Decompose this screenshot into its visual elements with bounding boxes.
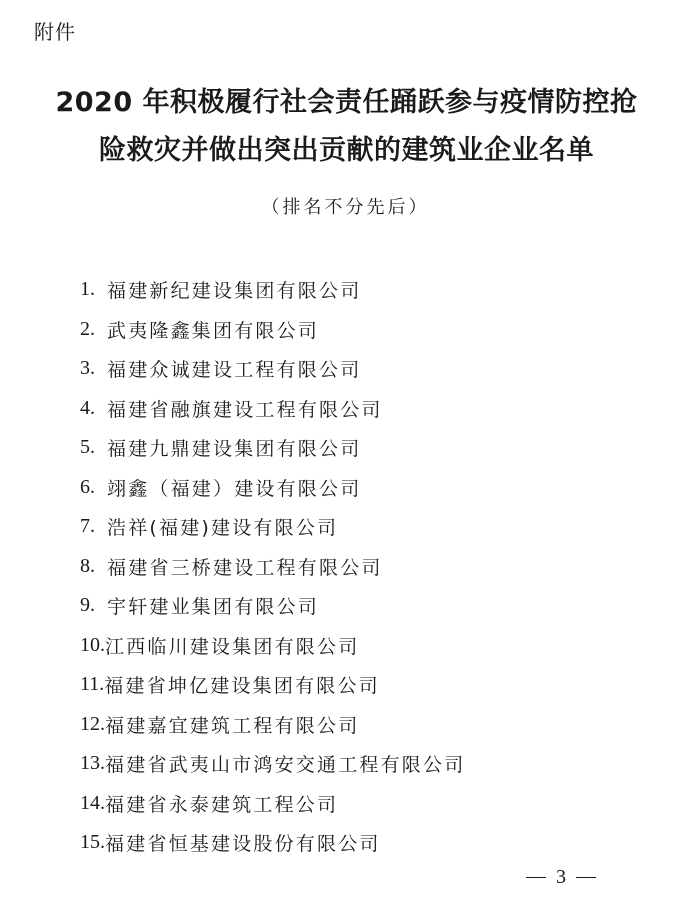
item-number: 7. (80, 515, 95, 538)
item-number: 6. (80, 475, 95, 498)
company-name: 福建嘉宜建筑工程有限公司 (105, 714, 360, 737)
page-number: 3 (556, 866, 566, 888)
company-name: 江西临川建设集团有限公司 (105, 635, 360, 658)
document-title-line-1: 2020 年积极履行社会责任踊跃参与疫情防控抢 (55, 87, 638, 118)
list-item (80, 665, 465, 705)
company-name: 福建省永泰建筑工程公司 (105, 793, 339, 816)
list-item (80, 547, 465, 587)
item-number: 8. (80, 554, 95, 577)
list-item (80, 744, 465, 784)
company-list (80, 270, 465, 863)
left-dash (526, 877, 546, 879)
list-item (80, 270, 465, 310)
item-number: 4. (80, 396, 95, 419)
list-item (80, 468, 465, 508)
right-dash (576, 877, 596, 879)
list-item (80, 310, 465, 350)
item-number: 12. (80, 712, 105, 735)
document-title-line-2: 险救灾并做出突出贡献的建筑业企业名单 (99, 135, 594, 166)
ranking-note: （排名不分先后） (261, 197, 430, 218)
company-name: 福建新纪建设集团有限公司 (107, 280, 362, 303)
list-item (80, 389, 465, 429)
item-number: 9. (80, 594, 95, 617)
list-item (80, 428, 465, 468)
list-item (80, 586, 465, 626)
item-number: 1. (80, 278, 95, 301)
item-number: 2. (80, 317, 95, 340)
company-name: 福建省坤亿建设集团有限公司 (104, 675, 380, 698)
company-name: 福建九鼎建设集团有限公司 (107, 438, 362, 461)
company-name: 福建众诚建设工程有限公司 (107, 359, 362, 382)
item-number: 3. (80, 357, 95, 380)
list-item (80, 626, 465, 666)
company-name: 福建省三桥建设工程有限公司 (107, 556, 383, 579)
list-item (80, 784, 465, 824)
list-item (80, 507, 465, 547)
item-number: 11. (80, 673, 105, 696)
company-name: 武夷隆鑫集团有限公司 (107, 319, 320, 342)
page-footer (526, 866, 596, 889)
company-name: 福建省融旗建设工程有限公司 (107, 398, 383, 421)
company-name: 福建省武夷山市鸿安交通工程有限公司 (105, 754, 466, 777)
item-number: 14. (80, 791, 105, 814)
company-name: 福建省恒基建设股份有限公司 (105, 833, 381, 856)
item-number: 15. (80, 831, 105, 854)
item-number: 5. (80, 436, 95, 459)
company-name: 翊鑫（福建）建设有限公司 (107, 477, 362, 500)
item-number: 10. (80, 633, 105, 656)
attachment-label: 附件 (34, 20, 76, 44)
company-name: 浩祥(福建)建设有限公司 (107, 517, 339, 540)
list-item (80, 349, 465, 389)
company-name: 宇轩建业集团有限公司 (107, 596, 320, 619)
item-number: 13. (80, 752, 105, 775)
list-item (80, 823, 465, 863)
list-item (80, 705, 465, 745)
